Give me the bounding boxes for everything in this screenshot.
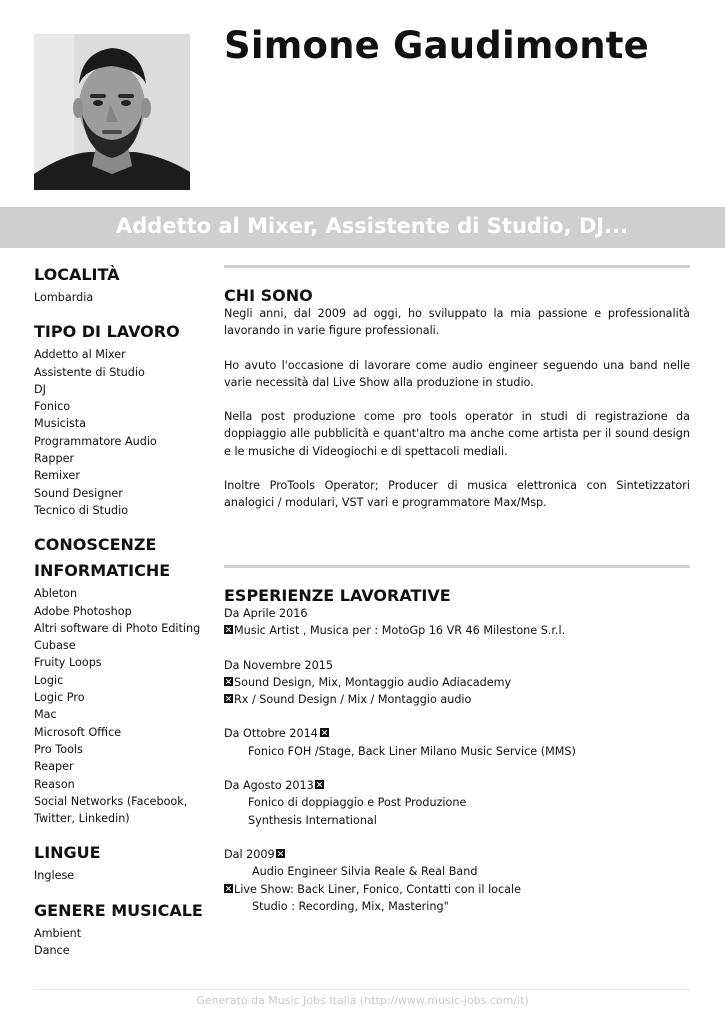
- job-type-item: Sound Designer: [34, 486, 123, 500]
- skill-item: Social Networks (Facebook,: [34, 794, 188, 808]
- genre-item: Ambient: [34, 926, 82, 940]
- genres-title: GENERE MUSICALE: [34, 900, 203, 920]
- genres-section: [34, 899, 214, 960]
- experience-entry: [224, 657, 690, 709]
- experience-line: [224, 674, 690, 691]
- experience-date: Da Novembre 2015: [224, 658, 334, 672]
- experience-date-text: Dal 2009: [224, 847, 275, 861]
- skill-item: Altri software di Photo Editing: [34, 621, 201, 635]
- about-title: CHI SONO: [224, 286, 313, 305]
- experience-line: Studio : Recording, Mix, Mastering": [252, 899, 449, 913]
- job-types-section: [34, 320, 214, 519]
- footer-credit: Generato da Music Jobs Italia (http://www.music-jobs.com/it): [196, 994, 529, 1007]
- skill-item: Mac: [34, 708, 57, 722]
- job-type-item: Rapper: [34, 452, 75, 466]
- job-type-item: Assistente di Studio: [34, 365, 145, 379]
- experience-line: Audio Engineer Silvia Reale & Real Band: [252, 865, 478, 879]
- job-types-title: TIPO DI LAVORO: [34, 322, 180, 342]
- experience-entry: [224, 846, 690, 915]
- about-paragraph: Nella post produzione come pro tools operator in studi di registrazione da doppiaggio alle pubblicità e quant'altro ma anche come artista per il sound design e le musiche di Videogiochi e di spettacoli mediali.: [224, 410, 690, 458]
- skill-item: Reason: [34, 777, 75, 791]
- location-title: LOCALITÀ: [34, 265, 120, 284]
- about-paragraph: Inoltre ProTools Operator; Producer di musica elettronica con Sintetizzatori analogici / modulari, VST vari e programmatore Max/Msp.: [224, 479, 690, 510]
- job-type-item: Musicista: [34, 417, 87, 431]
- languages-section: [34, 841, 214, 884]
- skill-item: Cubase: [34, 639, 76, 653]
- experience-line-text: Sound Design, Mix, Montaggio audio Adiacademy: [234, 675, 512, 689]
- about-paragraph: Negli anni, dal 2009 ad oggi, ho sviluppato la mia passione e professionalità lavorando in varie figure professionali.: [224, 307, 690, 338]
- section-divider: [224, 265, 690, 268]
- skills-section: [34, 533, 214, 827]
- experience-line: Fonico FOH /Stage, Back Liner Milano Music Service (MMS): [248, 744, 576, 758]
- experience-section: [224, 565, 690, 932]
- skill-item: Adobe Photoshop: [34, 604, 132, 618]
- skill-item: Twitter, Linkedin): [34, 812, 130, 826]
- experience-date: [224, 846, 690, 863]
- skill-item: Logic Pro: [34, 691, 85, 705]
- skill-item: Ableton: [34, 587, 78, 601]
- job-type-item: Addetto al Mixer: [34, 348, 126, 362]
- experience-date: Da Aprile 2016: [224, 607, 308, 620]
- skill-item: Logic: [34, 673, 64, 687]
- missing-glyph-icon: [224, 694, 233, 703]
- experience-date: [224, 725, 690, 742]
- missing-glyph-icon: [276, 849, 285, 858]
- sidebar: [34, 263, 214, 973]
- experience-entry: [224, 605, 690, 640]
- experience-date: [224, 777, 690, 794]
- experience-date-text: Da Ottobre 2014: [224, 727, 318, 741]
- experience-line-text: Live Show: Back Liner, Fonico, Contatti con il locale: [234, 882, 522, 896]
- skills-title-line2: INFORMATICHE: [34, 561, 171, 581]
- languages-title: LINGUE: [34, 843, 101, 863]
- headline-text: Addetto al Mixer, Assistente di Studio, DJ...: [116, 214, 629, 238]
- location-item: Lombardia: [34, 291, 94, 304]
- section-divider: [224, 565, 690, 568]
- missing-glyph-icon: [224, 625, 233, 634]
- experience-line: [224, 691, 690, 708]
- experience-line-text: Rx / Sound Design / Mix / Montaggio audio: [234, 693, 472, 707]
- experience-line-text: Music Artist , Musica per : MotoGp 16 VR 46 Milestone S.r.l.: [234, 624, 566, 638]
- job-type-item: Remixer: [34, 469, 80, 483]
- experience-date-text: Da Agosto 2013: [224, 779, 314, 793]
- location-section: [34, 263, 214, 306]
- about-section: [224, 265, 690, 529]
- experience-title: ESPERIENZE LAVORATIVE: [224, 586, 451, 605]
- skill-item: Reaper: [34, 760, 74, 774]
- experience-line: [224, 881, 690, 898]
- footer-divider: [34, 989, 690, 990]
- about-paragraph: Ho avuto l'occasione di lavorare come audio engineer seguendo una band nelle varie necessità dal Live Show alla produzione in studio.: [224, 358, 690, 389]
- skills-title-line1: CONOSCENZE: [34, 535, 157, 555]
- experience-line: Fonico di doppiaggio e Post Produzione: [248, 796, 467, 810]
- portrait-illustration: [34, 34, 190, 190]
- missing-glyph-icon: [315, 780, 324, 789]
- language-item: Inglese: [34, 869, 75, 883]
- missing-glyph-icon: [320, 728, 329, 737]
- experience-entry: [224, 725, 690, 760]
- profile-photo: [34, 34, 190, 190]
- missing-glyph-icon: [224, 677, 233, 686]
- candidate-name: Simone Gaudimonte: [224, 24, 649, 67]
- job-type-item: Fonico: [34, 400, 71, 414]
- skill-item: Pro Tools: [34, 742, 83, 756]
- job-type-item: Tecnico di Studio: [34, 503, 129, 517]
- job-type-item: DJ: [34, 382, 46, 396]
- headline-banner: [0, 207, 725, 248]
- genre-item: Dance: [34, 944, 70, 958]
- experience-entry: [224, 777, 690, 829]
- skill-item: Microsoft Office: [34, 725, 122, 739]
- missing-glyph-icon: [224, 884, 233, 893]
- skill-item: Fruity Loops: [34, 656, 102, 670]
- job-type-item: Programmatore Audio: [34, 434, 157, 448]
- experience-line: [224, 622, 690, 639]
- experience-line: Synthesis International: [248, 813, 377, 827]
